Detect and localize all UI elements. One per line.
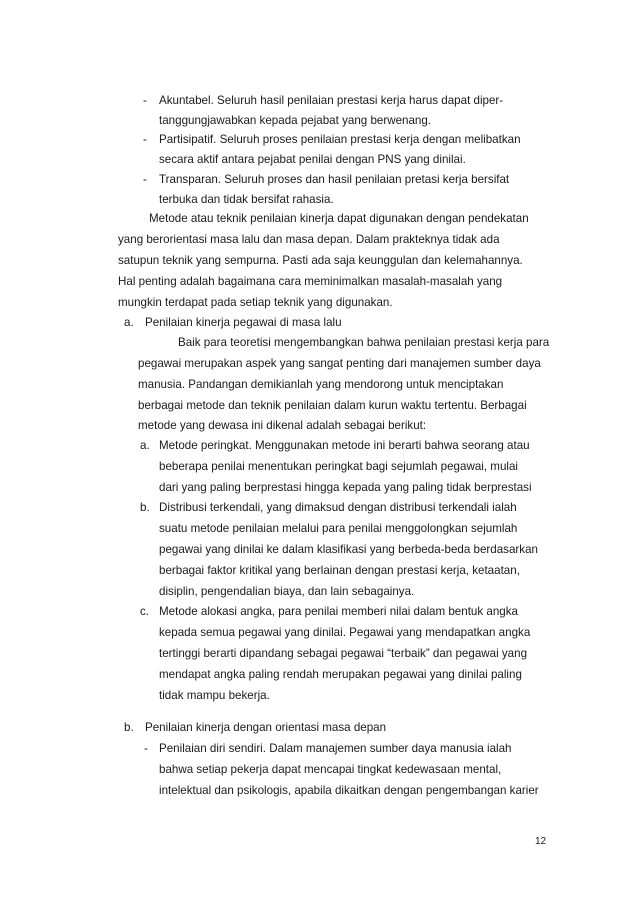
list-item-line: tertinggi berarti dipandang sebagai pegawai “terbaik” dan pegawai yang (159, 647, 528, 660)
list-item-line: mendapat angka paling rendah merupakan pegawai yang dinilai paling (159, 668, 522, 681)
list-item-line: terbuka dan tidak bersifat rahasia. (159, 193, 334, 206)
list-item-line: intelektual dan psikologis, apabila dikaitkan dengan pengembangan karier (159, 784, 539, 797)
list-marker: - (143, 173, 147, 186)
list-item-line: pegawai yang dinilai ke dalam klasifikasi yang berbeda-beda berdasarkan (159, 543, 538, 556)
paragraph-line: metode yang dewasa ini dikenal adalah sebagai berikut: (138, 419, 427, 432)
list-item-line: bahwa setiap pekerja dapat mencapai tingkat kedewasaan mental, (159, 763, 502, 776)
list-item-line: Metode alokasi angka, para penilai memberi nilai dalam bentuk angka (159, 605, 518, 618)
list-item-line: Transparan. Seluruh proses dan hasil penilaian pretasi kerja bersifat (159, 173, 510, 186)
paragraph-line: Metode atau teknik penilaian kinerja dapat digunakan dengan pendekatan (149, 212, 529, 225)
list-item-line: tanggungjawabkan kepada pejabat yang berwenang. (159, 114, 432, 127)
list-marker: - (144, 742, 148, 755)
list-item-line: suatu metode penilaian melalui para penilai menggolongkan sejumlah (159, 522, 518, 535)
list-marker: c. (140, 605, 150, 618)
list-item-line: dari yang paling berprestasi hingga kepada yang paling tidak berprestasi (159, 481, 532, 494)
list-item-line: Metode peringkat. Menggunakan metode ini berarti bahwa seorang atau (159, 439, 530, 452)
page-number: 12 (535, 836, 547, 847)
list-item-line: Partisipatif. Seluruh proses penilaian prestasi kerja dengan melibatkan (159, 133, 521, 146)
paragraph-line: berbagai metode dan teknik penilaian dalam kurun waktu tertentu. Berbagai (138, 399, 527, 412)
section-heading: Penilaian kinerja pegawai di masa lalu (145, 316, 342, 329)
section-marker: b. (124, 721, 134, 734)
list-item-line: kepada semua pegawai yang dinilai. Pegawai yang mendapatkan angka (159, 626, 531, 639)
list-item-line: beberapa penilai menentukan peringkat bagi sejumlah pegawai, mulai (159, 460, 518, 473)
list-item-line: Akuntabel. Seluruh hasil penilaian prestasi kerja harus dapat diper- (159, 94, 504, 107)
list-marker: b. (140, 501, 150, 514)
paragraph-line: yang berorientasi masa lalu dan masa depan. Dalam prakteknya tidak ada (118, 233, 500, 246)
paragraph-line: manusia. Pandangan demikianlah yang mendorong untuk menciptakan (138, 378, 504, 391)
paragraph-line: mungkin terdapat pada setiap teknik yang digunakan. (118, 296, 393, 309)
list-item-line: Penilaian diri sendiri. Dalam manajemen sumber daya manusia ialah (159, 742, 512, 755)
paragraph-line: pegawai merupakan aspek yang sangat penting dari manajemen sumber daya (138, 357, 541, 370)
list-item-line: berbagai faktor kritikal yang berlainan dengan prestasi kerja, ketaatan, (159, 564, 520, 577)
paragraph-line: satupun teknik yang sempurna. Pasti ada saja keunggulan dan kelemahannya. (118, 254, 523, 267)
paragraph-line: Hal penting adalah bagaimana cara meminimalkan masalah-masalah yang (118, 275, 503, 288)
list-item-line: disiplin, pengendalian biaya, dan lain sebagainya. (159, 585, 415, 598)
list-item-line: Distribusi terkendali, yang dimaksud dengan distribusi terkendali ialah (159, 501, 517, 514)
paragraph-line: Baik para teoretisi mengembangkan bahwa penilaian prestasi kerja para (178, 336, 550, 349)
section-marker: a. (124, 316, 134, 329)
list-marker: - (143, 94, 147, 107)
list-item-line: tidak mampu bekerja. (159, 689, 270, 702)
list-marker: - (143, 133, 147, 146)
section-heading: Penilaian kinerja dengan orientasi masa depan (145, 721, 387, 734)
list-item-line: secara aktif antara pejabat penilai dengan PNS yang dinilai. (159, 153, 466, 166)
list-marker: a. (140, 439, 150, 452)
